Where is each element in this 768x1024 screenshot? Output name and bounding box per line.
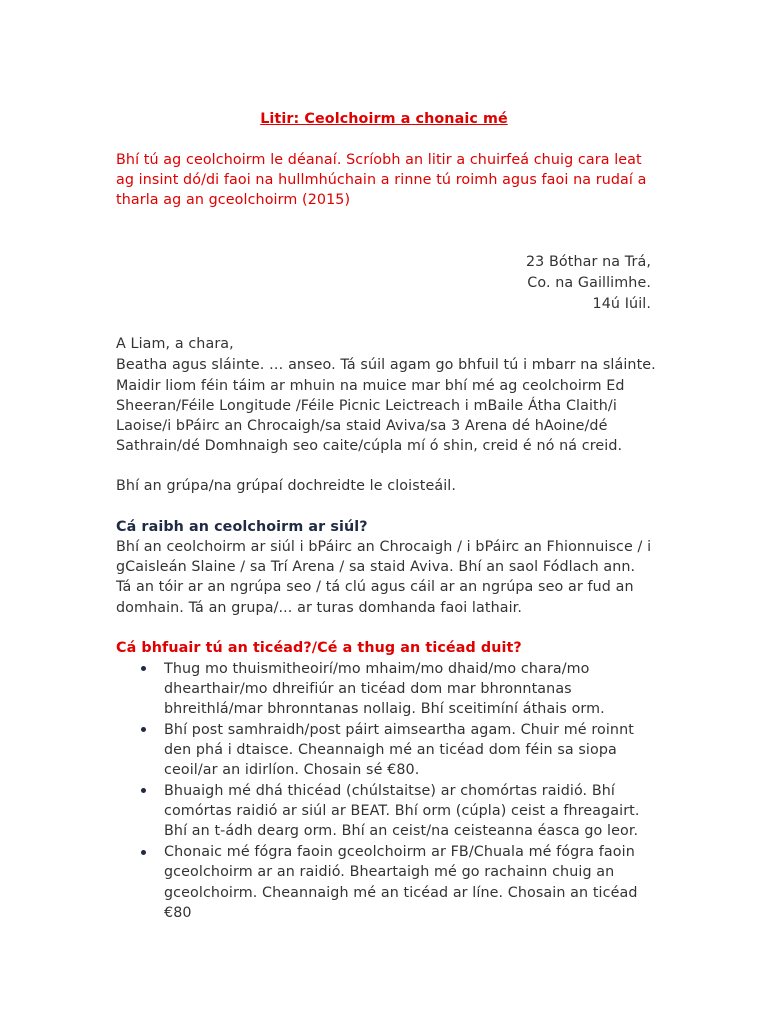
bullet-icon (141, 850, 146, 855)
page-title: Litir: Ceolchoirm a chonaic mé (260, 111, 508, 127)
bullet-icon (141, 666, 146, 671)
body-line: Sheeran/Féile Longitude /Féile Picnic Leictreach i mBaile Átha Claith/i (116, 398, 617, 414)
body-line: Beatha agus sláinte. … anseo. Tá súil agam go bhfuil tú i mbarr na sláinte. (116, 357, 656, 373)
list-item-line: gceolchoirm. Cheannaigh mé an ticéad ar líne. Chosain an ticéad (164, 885, 638, 901)
list-item-line: gceolchoirm ar an raidió. Bheartaigh mé go rachainn chuig an (164, 864, 615, 880)
list-item-line: dhearthair/mo dhreifiúr an ticéad dom mar bhronntanas (164, 681, 572, 697)
venue-line: gCaisleán Slaine / sa Trí Arena / sa staid Aviva. Bhí an saol Fódlach ann. (116, 559, 636, 575)
section-heading-ticket: Cá bhfuair tú an ticéad?/Cé a thug an ticéad duit? (116, 640, 522, 656)
list-item-line: Bhí post samhraidh/post páirt aimseartha agam. Chuir mé roinnt (164, 722, 634, 738)
prompt-line: tharla ag an gceolchoirm (2015) (116, 192, 351, 208)
prompt-line: Bhí tú ag ceolchoirm le déanaí. Scríobh an litir a chuirfeá chuig cara leat (116, 152, 642, 168)
address-line: Co. na Gaillimhe. (527, 275, 651, 291)
venue-line: Bhí an ceolchoirm ar siúl i bPáirc an Chrocaigh / i bPáirc an Fhionnuisce / i (116, 539, 652, 555)
list-item-line: ceoil/ar an idirlíon. Chosain sé €80. (164, 762, 420, 778)
prompt-line: ag insint dó/di faoi na hullmhúchain a rinne tú roimh agus faoi na rudaí a (116, 172, 647, 188)
body-line: Sathrain/dé Domhnaigh seo caite/cúpla mí ó shin, creid é nó ná creid. (116, 438, 623, 454)
list-item-line: Bhí an t-ádh dearg orm. Bhí an ceist/na ceisteanna éasca go leor. (164, 823, 639, 839)
venue-line: domhain. Tá an grupa/... ar turas domhanda faoi lathair. (116, 600, 522, 616)
venue-line: Tá an tóir ar an ngrúpa seo / tá clú agus cáil ar an ngrúpa seo ar fud an (116, 579, 634, 595)
address-line: 23 Bóthar na Trá, (525, 254, 651, 270)
bullet-icon (141, 727, 146, 732)
list-item-line: Chonaic mé fógra faoin gceolchoirm ar FB/Chuala mé fógra faoin (164, 844, 635, 860)
list-item-line: bhreithlá/mar bhronntanas nollaig. Bhí sceitimíní áthais orm. (164, 701, 605, 717)
bullet-icon (141, 788, 146, 793)
group-line: Bhí an grúpa/na grúpaí dochreidte le cloisteáil. (116, 478, 457, 494)
greeting: A Liam, a chara, (116, 336, 234, 352)
list-item-line: den phá i dtaisce. Cheannaigh mé an ticéad dom féin sa siopa (164, 742, 617, 758)
list-item-line: comórtas raidió ar siúl ar BEAT. Bhí orm (cúpla) ceist a fhreagairt. (164, 803, 640, 819)
section-heading-venue: Cá raibh an ceolchoirm ar siúl? (116, 519, 368, 535)
body-line: Maidir liom féin táim ar mhuin na muice mar bhí mé ag ceolchoirm Ed (116, 378, 625, 394)
list-item-line: Bhuaigh mé dhá thicéad (chúlstaitse) ar chomórtas raidió. Bhí (164, 783, 615, 799)
address-date: 14ú Iúil. (592, 296, 651, 312)
list-item-line: Thug mo thuismitheoirí/mo mhaim/mo dhaid/mo chara/mo (164, 661, 590, 677)
body-line: Laoise/i bPáirc an Chrocaigh/sa staid Aviva/sa 3 Arena dé hAoine/dé (116, 418, 608, 434)
list-item-line: €80 (164, 905, 192, 921)
